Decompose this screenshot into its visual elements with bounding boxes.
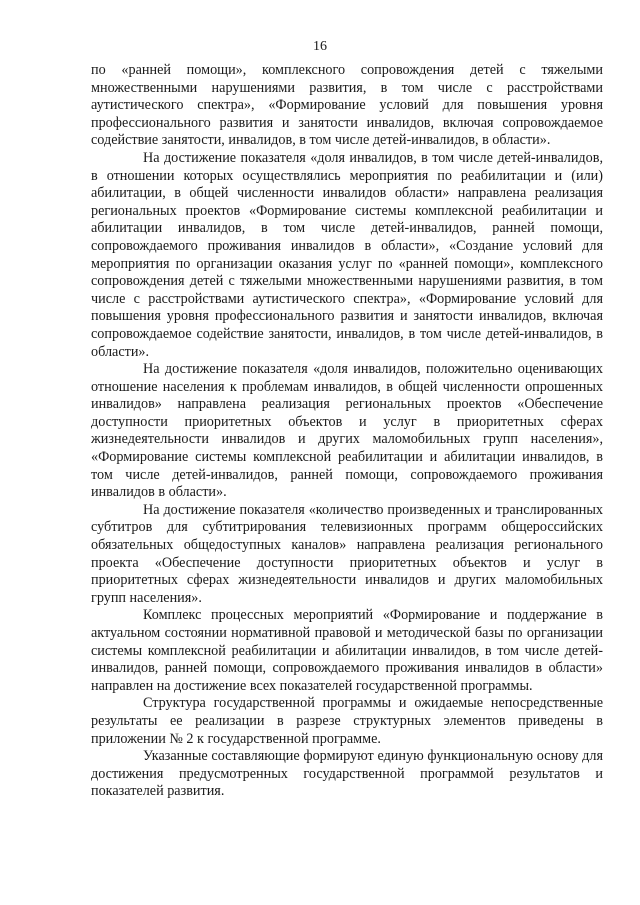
paragraph: На достижение показателя «количество произведенных и транслированных субтитров для субтитрирования телевизионных программ общероссийских обязательных общедоступных каналов» направлена реализация регионального проекта «Обеспечение доступности приоритетных объектов и услуг в приоритетных сферах жизнедеятельности инвалидов и других маломобильных групп населения». [91,501,603,606]
paragraph: На достижение показателя «доля инвалидов, положительно оценивающих отношение населения к проблемам инвалидов, в общей численности опрошенных инвалидов» направлена реализация региональных проектов «Обеспечение доступности приоритетных объектов и услуг в приоритетных сферах жизнедеятельности инвалидов и других маломобильных групп населения», «Формирование системы комплексной реабилитации и абилитации инвалидов, в том числе детей-инвалидов, ранней помощи, сопровождаемого проживания инвалидов в области». [91,361,603,501]
paragraph: На достижение показателя «доля инвалидов, в том числе детей-инвалидов, в отношении которых осуществлялись мероприятия по реабилитации и (или) абилитации, в общей численности инвалидов области» направлена реализация региональных проектов «Формирование системы комплексной реабилитации и абилитации инвалидов, в том числе детей-инвалидов, ранней помощи, сопровождаемого проживания инвалидов в области», «Создание условий для мероприятия по организации оказания услуг по «ранней помощи», комплексного сопровождения детей с тяжелыми множественными нарушениями развития, в том числе с расстройствами аутистического спектра», «Формирование условий для повышения уровня профессионального развития и занятости инвалидов, включая сопровождаемое содействие занятости, инвалидов, в том числе детей-инвалидов, в области». [91,149,603,360]
paragraph: Структура государственной программы и ожидаемые непосредственные результаты ее реализации в разрезе структурных элементов приведены в приложении № 2 к государственной программе. [91,695,603,747]
page-number: 16 [313,39,327,54]
document-body [91,62,603,801]
paragraph: Указанные составляющие формируют единую функциональную основу для достижения предусмотренных государственной программой результатов и показателей развития. [91,748,603,800]
paragraph: Комплекс процессных мероприятий «Формирование и поддержание в актуальном состоянии нормативной правовой и методической базы по организации системы комплексной реабилитации и абилитации инвалидов, в том числе детей-инвалидов, ранней помощи, сопровождаемого проживания инвалидов в области» направлен на достижение всех показателей государственной программы. [91,607,603,694]
paragraph-continuation: по «ранней помощи», комплексного сопровождения детей с тяжелыми множественными нарушениями развития, в том числе с расстройствами аутистического спектра», «Формирование условий для повышения уровня профессионального развития и занятости инвалидов, включая сопровождаемое содействие занятости, инвалидов, в том числе детей-инвалидов, в области». [91,62,603,149]
